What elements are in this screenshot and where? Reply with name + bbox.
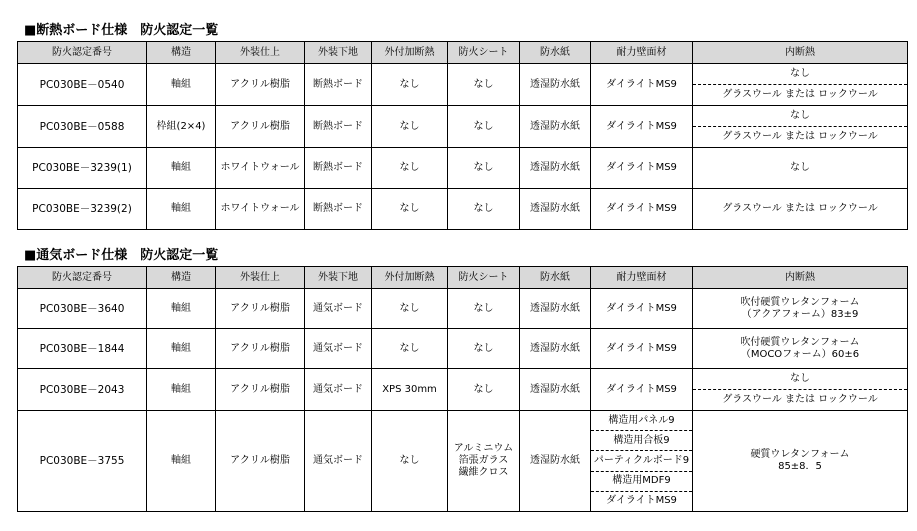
table-row (18, 289, 908, 329)
wall-cell: ダイライトMS9 (591, 64, 693, 106)
header-cell: 構造 (147, 267, 216, 289)
wall-option: ダイライトMS9 (591, 491, 692, 511)
inner-cell (693, 369, 908, 411)
insulation-cell: なし (372, 148, 448, 189)
wall-cell: ダイライトMS9 (591, 289, 693, 329)
base-cell: 通気ボード (305, 369, 372, 411)
paper-cell: 透湿防水紙 (520, 289, 591, 329)
section2-title: ■通気ボード仕様 防火認定一覧 (24, 248, 219, 263)
wall-option: パーティクルボード9 (591, 450, 692, 470)
wall-option: 構造用パネル9 (608, 414, 675, 426)
header-cell: 内断熱 (693, 42, 908, 64)
insulation-cell: なし (372, 106, 448, 148)
table-header-row (18, 267, 908, 289)
wall-option: 構造用MDF9 (591, 471, 692, 491)
paper-cell: 透湿防水紙 (520, 369, 591, 411)
structure-cell: 枠組(2×4) (147, 106, 216, 148)
structure-cell: 軸組 (147, 148, 216, 189)
sheet-cell: なし (448, 329, 520, 369)
header-cell: 外装仕上 (216, 267, 305, 289)
table-header-row (18, 42, 908, 64)
table-row (18, 64, 908, 106)
finish-cell: アクリル樹脂 (216, 106, 305, 148)
inner-option: なし (790, 373, 810, 384)
inner-cell (693, 106, 908, 148)
structure-cell: 軸組 (147, 189, 216, 230)
wall-cell: ダイライトMS9 (591, 106, 693, 148)
header-cell: 防火シート (448, 267, 520, 289)
inner-cell (693, 411, 908, 512)
table-row (18, 148, 908, 189)
header-cell: 外付加断熱 (372, 267, 448, 289)
inner-option: なし (790, 110, 810, 121)
header-cell: 耐力壁面材 (591, 42, 693, 64)
base-cell: 断熱ボード (305, 148, 372, 189)
base-cell: 断熱ボード (305, 189, 372, 230)
cert-number: PC030BE－2043 (18, 369, 147, 411)
inner-line: 吹付硬質ウレタンフォーム (740, 296, 860, 308)
structure-cell: 軸組 (147, 329, 216, 369)
cert-number: PC030BE－0588 (18, 106, 147, 148)
table-row (18, 411, 908, 512)
paper-cell: 透湿防水紙 (520, 148, 591, 189)
inner-option: なし (790, 68, 810, 79)
wall-option: 構造用合板9 (591, 430, 692, 450)
sheet-line: アルミニウム (453, 443, 514, 454)
base-cell: 通気ボード (305, 411, 372, 512)
header-cell: 防火認定番号 (18, 42, 147, 64)
sheet-cell: なし (448, 106, 520, 148)
inner-line: 85±8．5 (778, 461, 822, 472)
structure-cell: 軸組 (147, 411, 216, 512)
section1-table (17, 41, 908, 230)
header-cell: 防火シート (448, 42, 520, 64)
inner-line: 硬質ウレタンフォーム (750, 449, 850, 460)
header-cell: 耐力壁面材 (591, 267, 693, 289)
inner-line: （MOCOフォーム）60±6 (740, 348, 860, 360)
inner-line: 吹付硬質ウレタンフォーム (740, 336, 860, 348)
table-row (18, 106, 908, 148)
wall-cell: ダイライトMS9 (591, 189, 693, 230)
insulation-cell: XPS 30mm (372, 369, 448, 411)
finish-cell: アクリル樹脂 (216, 329, 305, 369)
table-row (18, 189, 908, 230)
base-cell: 通気ボード (305, 329, 372, 369)
inner-cell (693, 329, 908, 369)
wall-cell: ダイライトMS9 (591, 369, 693, 411)
cert-number: PC030BE－3239(2) (18, 189, 147, 230)
insulation-cell: なし (372, 289, 448, 329)
base-cell: 断熱ボード (305, 106, 372, 148)
wall-cell: ダイライトMS9 (591, 329, 693, 369)
finish-cell: アクリル樹脂 (216, 411, 305, 512)
wall-cell (591, 411, 693, 512)
header-cell: 外装仕上 (216, 42, 305, 64)
inner-cell (693, 64, 908, 106)
finish-cell: ホワイトウォール (216, 189, 305, 230)
finish-cell: アクリル樹脂 (216, 289, 305, 329)
paper-cell: 透湿防水紙 (520, 106, 591, 148)
paper-cell: 透湿防水紙 (520, 64, 591, 106)
sheet-cell: なし (448, 64, 520, 106)
table-row (18, 329, 908, 369)
header-cell: 防水紙 (520, 267, 591, 289)
wall-cell: ダイライトMS9 (591, 148, 693, 189)
inner-cell: なし (693, 148, 908, 189)
finish-cell: アクリル樹脂 (216, 64, 305, 106)
cert-number: PC030BE－3755 (18, 411, 147, 512)
structure-cell: 軸組 (147, 369, 216, 411)
insulation-cell: なし (372, 329, 448, 369)
section2-table (17, 266, 908, 512)
cert-number: PC030BE－0540 (18, 64, 147, 106)
inner-cell (693, 289, 908, 329)
base-cell: 断熱ボード (305, 64, 372, 106)
sheet-cell: なし (448, 148, 520, 189)
table-row (18, 369, 908, 411)
inner-option: グラスウール または ロックウール (693, 389, 907, 410)
finish-cell: アクリル樹脂 (216, 369, 305, 411)
cert-number: PC030BE－3640 (18, 289, 147, 329)
paper-cell: 透湿防水紙 (520, 411, 591, 512)
structure-cell: 軸組 (147, 289, 216, 329)
sheet-line: 箔張ガラス (458, 455, 509, 466)
header-cell: 防火認定番号 (18, 267, 147, 289)
insulation-cell: なし (372, 189, 448, 230)
header-cell: 構造 (147, 42, 216, 64)
base-cell: 通気ボード (305, 289, 372, 329)
paper-cell: 透湿防水紙 (520, 189, 591, 230)
sheet-cell: なし (448, 369, 520, 411)
header-cell: 内断熱 (693, 267, 908, 289)
inner-option: グラスウール または ロックウール (693, 126, 907, 147)
sheet-cell: なし (448, 289, 520, 329)
header-cell: 防水紙 (520, 42, 591, 64)
inner-option: グラスウール または ロックウール (693, 84, 907, 105)
sheet-line: 繊維クロス (458, 467, 509, 478)
paper-cell: 透湿防水紙 (520, 329, 591, 369)
sheet-cell (448, 411, 520, 512)
section1-title: ■断熱ボード仕様 防火認定一覧 (24, 23, 219, 38)
inner-line: （アクアフォーム）83±9 (741, 308, 859, 320)
structure-cell: 軸組 (147, 64, 216, 106)
inner-cell: グラスウール または ロックウール (693, 189, 908, 230)
sheet-cell: なし (448, 189, 520, 230)
finish-cell: ホワイトウォール (216, 148, 305, 189)
cert-number: PC030BE－3239(1) (18, 148, 147, 189)
insulation-cell: なし (372, 64, 448, 106)
header-cell: 外装下地 (305, 42, 372, 64)
header-cell: 外装下地 (305, 267, 372, 289)
insulation-cell: なし (372, 411, 448, 512)
cert-number: PC030BE－1844 (18, 329, 147, 369)
header-cell: 外付加断熱 (372, 42, 448, 64)
